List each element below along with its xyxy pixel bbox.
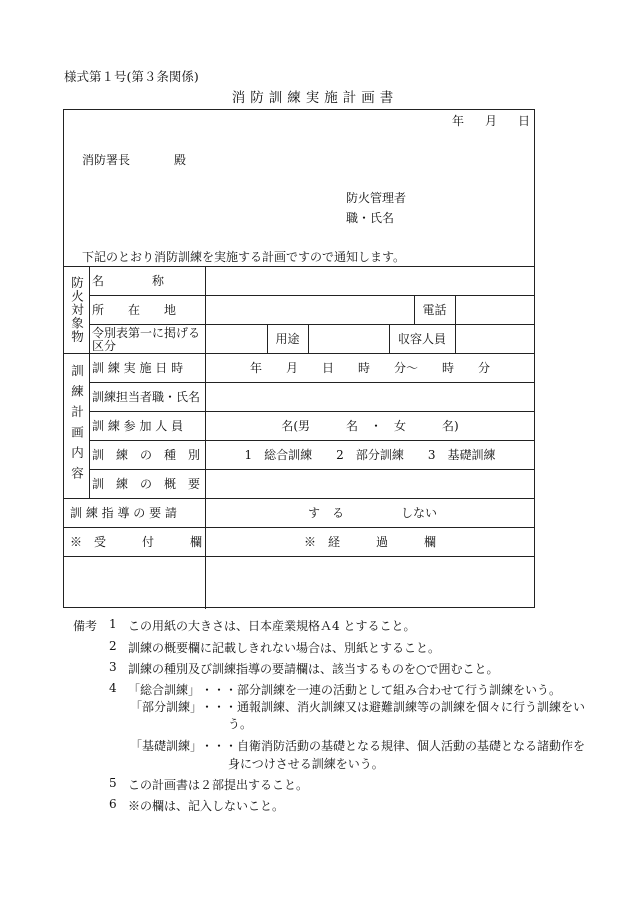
category-label-line2: 区分 — [92, 338, 117, 353]
capacity-field[interactable] — [456, 324, 535, 353]
training-participants-label: 訓 練 参 加 人 員 — [92, 419, 184, 433]
facility-name-field[interactable] — [206, 266, 535, 295]
note-4a-term: 「総合訓練」 — [128, 683, 201, 697]
training-type-value[interactable]: 1 総合訓練 2 部分訓練 3 基礎訓練 — [244, 448, 496, 462]
facility-address-field[interactable] — [206, 295, 414, 324]
note-6-text: ※の欄は、記入しないこと。 — [128, 799, 285, 813]
facility-section-label: 防火対象物 — [69, 275, 85, 344]
note-1-number: 1 — [109, 617, 117, 631]
guidance-label: 訓 練 指 導 の 要 請 — [70, 506, 177, 520]
document-title: 消防訓練実施計画書 — [231, 90, 399, 106]
date-month: 月 — [485, 114, 498, 128]
intro-text: 下記のとおり消防訓練を実施する計画ですので通知します。 — [82, 250, 406, 264]
honorific-label: 殿 — [174, 153, 187, 167]
note-3-text: 訓練の種別及び訓練指導の要請欄は、該当するものを○で囲むこと。 — [128, 662, 499, 676]
date-day: 日 — [518, 114, 531, 128]
note-2-text: 訓練の概要欄に記載しきれない場合は、別紙とすること。 — [128, 641, 441, 655]
note-4c-term: 「基礎訓練」 — [130, 739, 203, 753]
training-type-label: 訓 練 の 種 別 — [92, 448, 201, 462]
category-field[interactable] — [206, 324, 267, 353]
guidance-no[interactable]: しない — [401, 506, 438, 520]
training-participants-value[interactable]: 名(男 名 ・ 女 名) — [281, 419, 459, 433]
note-2-number: 2 — [109, 639, 117, 653]
note-4c-text2: 身につけさせる訓練をいう。 — [228, 757, 384, 771]
training-section-label: 訓練計画内容 — [69, 364, 85, 487]
note-4c-text1: ・・・自衛消防活動の基礎となる規律、個人活動の基礎となる諸動作を — [201, 739, 586, 753]
date-year: 年 — [452, 114, 465, 128]
training-person-label: 訓練担当者職・氏名 — [92, 390, 201, 404]
note-4b-term: 「部分訓練」 — [130, 700, 203, 714]
training-person-field[interactable] — [206, 382, 535, 411]
reception-field[interactable] — [65, 557, 204, 607]
note-4b-text2: う。 — [228, 717, 253, 731]
note-6-number: 6 — [109, 797, 117, 811]
training-summary-field[interactable] — [206, 469, 535, 498]
guidance-yes[interactable]: す る — [308, 506, 345, 520]
reception-label: ※ 受 付 欄 — [70, 535, 203, 549]
usage-label: 用途 — [275, 332, 300, 346]
chief-label: 消防署長 — [82, 153, 131, 167]
note-5-number: 5 — [109, 776, 117, 790]
usage-field[interactable] — [309, 324, 389, 353]
progress-field[interactable] — [206, 557, 535, 607]
phone-label: 電話 — [422, 303, 447, 317]
note-4b-text1: ・・・通報訓練、消火訓練又は避難訓練等の訓練を個々に行う訓練をい — [201, 700, 586, 714]
note-5-text: この計画書は２部提出すること。 — [128, 778, 309, 792]
training-datetime-label: 訓 練 実 施 日 時 — [92, 361, 184, 375]
note-4a-text: ・・・部分訓練を一連の活動として組み合わせて行う訓練をいう。 — [201, 683, 562, 697]
form-frame — [63, 109, 535, 608]
category-label-line1: 令別表第一に掲げる — [92, 325, 201, 340]
facility-name-label: 名 称 — [92, 274, 165, 288]
facility-address-label: 所 在 地 — [92, 303, 177, 317]
note-1-text: この用紙の大きさは、日本産業規格Ａ4 とすること。 — [128, 619, 416, 633]
note-3-number: 3 — [109, 660, 117, 674]
manager-name-label: 職・氏名 — [346, 211, 395, 225]
capacity-label: 収容人員 — [397, 332, 446, 346]
training-datetime-value[interactable]: 年 月 日 時 分～ 時 分 — [249, 361, 490, 375]
progress-label: ※ 経 過 欄 — [303, 535, 436, 549]
note-4-number: 4 — [109, 681, 117, 695]
phone-field[interactable] — [456, 295, 535, 324]
form-id: 様式第１号(第３条関係) — [64, 69, 199, 84]
notes-heading: 備考 — [73, 619, 98, 633]
manager-role: 防火管理者 — [346, 191, 407, 205]
training-summary-label: 訓 練 の 概 要 — [92, 477, 201, 491]
